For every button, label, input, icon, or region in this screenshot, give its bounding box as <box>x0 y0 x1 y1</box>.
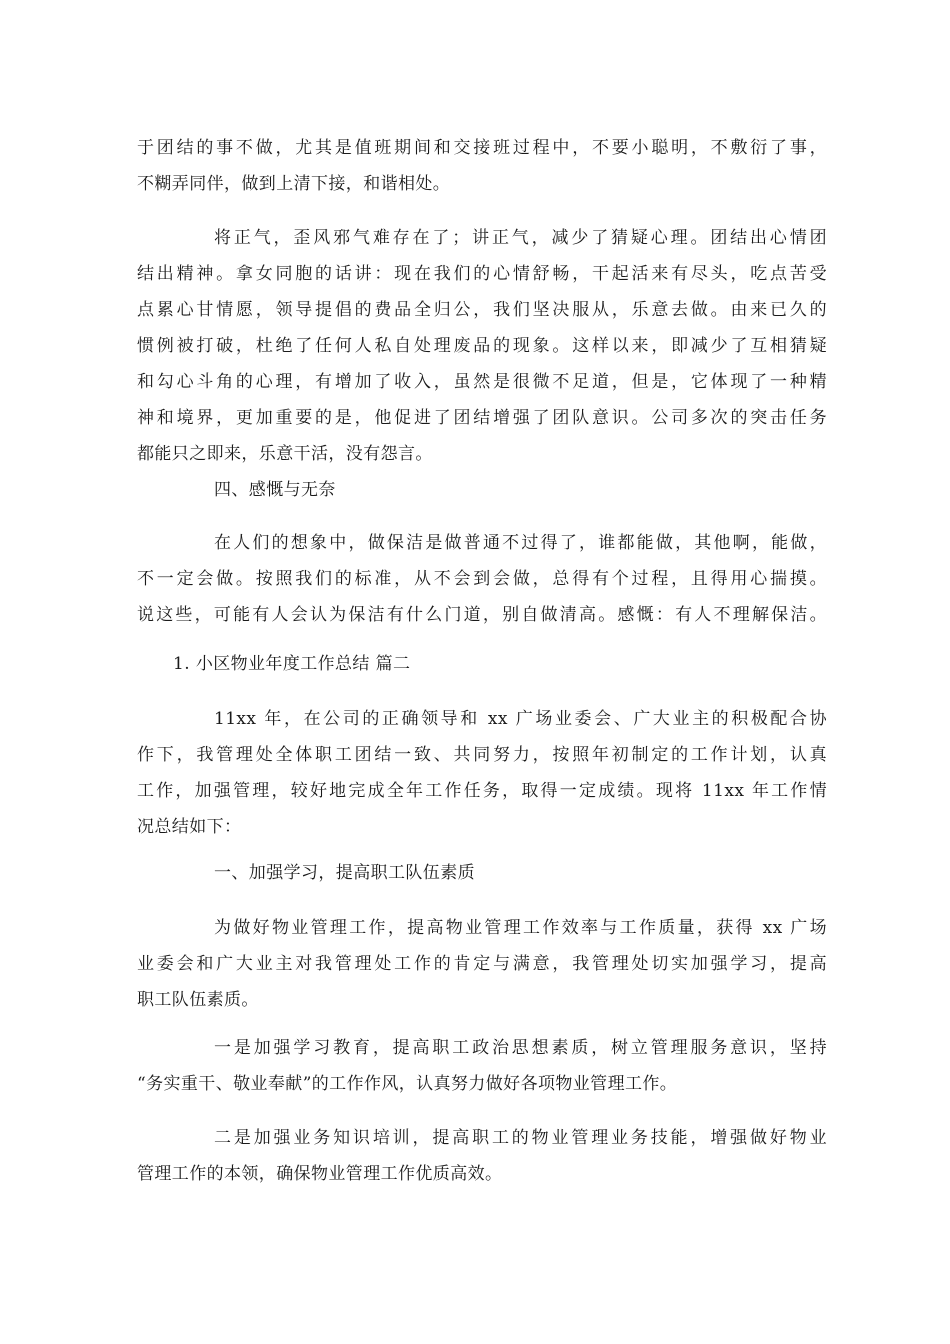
paragraph-4 <box>137 701 827 845</box>
text-line: 和勾心斗角的心理，有增加了收入，虽然是很微不足道，但是，它体现了一种精 <box>137 372 827 392</box>
text-line: 为做好物业管理工作，提高物业管理工作效率与工作质量，获得 xx 广场 <box>214 918 827 938</box>
text-line: 二是加强业务知识培训，提高职工的物业管理业务技能，增强做好物业 <box>214 1128 827 1148</box>
section-heading-study <box>137 855 827 891</box>
text-line: 惯例被打破，杜绝了任何人私自处理废品的现象。这样以来，即减少了互相猜疑 <box>137 336 827 356</box>
text-line: 工作，加强管理，较好地完成全年工作任务，取得一定成绩。现将 11xx 年工作情 <box>137 781 827 801</box>
text-line: 一是加强学习教育，提高职工政治思想素质，树立管理服务意识，坚持 <box>214 1038 827 1058</box>
text-line: 将正气，歪风邪气难存在了；讲正气，减少了猜疑心理。团结出心情团 <box>214 228 827 248</box>
section-heading-part-two <box>137 646 827 682</box>
paragraph-2 <box>137 220 827 472</box>
text-line: 职工队伍素质。 <box>137 990 259 1010</box>
text-line: 都能只之即来，乐意干活，没有怨言。 <box>137 444 433 464</box>
section-heading-gankai <box>137 472 827 508</box>
text-line: 管理工作的本领，确保物业管理工作优质高效。 <box>137 1164 503 1184</box>
paragraph-5 <box>137 910 827 1018</box>
text-line: 不糊弄同伴，做到上清下接，和谐相处。 <box>137 174 451 194</box>
text-line: 结出精神。拿女同胞的话讲：现在我们的心情舒畅，干起活来有尽头，吃点苦受 <box>137 264 827 284</box>
paragraph-6 <box>137 1030 827 1102</box>
text-line: 点累心甘情愿，领导提倡的费品全归公，我们坚决服从，乐意去做。由来已久的 <box>137 300 827 320</box>
paragraph-3 <box>137 525 827 633</box>
paragraph-1 <box>137 130 827 202</box>
heading-text: 1. 小区物业年度工作总结 篇二 <box>173 654 411 674</box>
text-line: 11xx 年，在公司的正确领导和 xx 广场业委会、广大业主的积极配合协 <box>214 709 827 729</box>
text-line: 说这些，可能有人会认为保洁有什么门道，别自做清高。感慨：有人不理解保洁。 <box>137 605 827 625</box>
text-line: 业委会和广大业主对我管理处工作的肯定与满意，我管理处切实加强学习，提高 <box>137 954 827 974</box>
text-line: “务实重干、敬业奉献”的工作作风，认真努力做好各项物业管理工作。 <box>137 1074 678 1094</box>
text-line: 在人们的想象中，做保洁是做普通不过得了，谁都能做，其他啊，能做， <box>214 533 827 553</box>
text-line: 于团结的事不做，尤其是值班期间和交接班过程中，不要小聪明，不敷衍了事， <box>137 138 827 158</box>
paragraph-7 <box>137 1120 827 1192</box>
text-line: 况总结如下： <box>137 817 242 837</box>
heading-text: 四、感慨与无奈 <box>214 480 336 500</box>
text-line: 神和境界，更加重要的是，他促进了团结增强了团队意识。公司多次的突击任务 <box>137 408 827 428</box>
text-line: 作下，我管理处全体职工团结一致、共同努力，按照年初制定的工作计划，认真 <box>137 745 827 765</box>
heading-text: 一、加强学习，提高职工队伍素质 <box>214 863 475 883</box>
text-line: 不一定会做。按照我们的标准，从不会到会做，总得有个过程，且得用心揣摸。 <box>137 569 827 589</box>
